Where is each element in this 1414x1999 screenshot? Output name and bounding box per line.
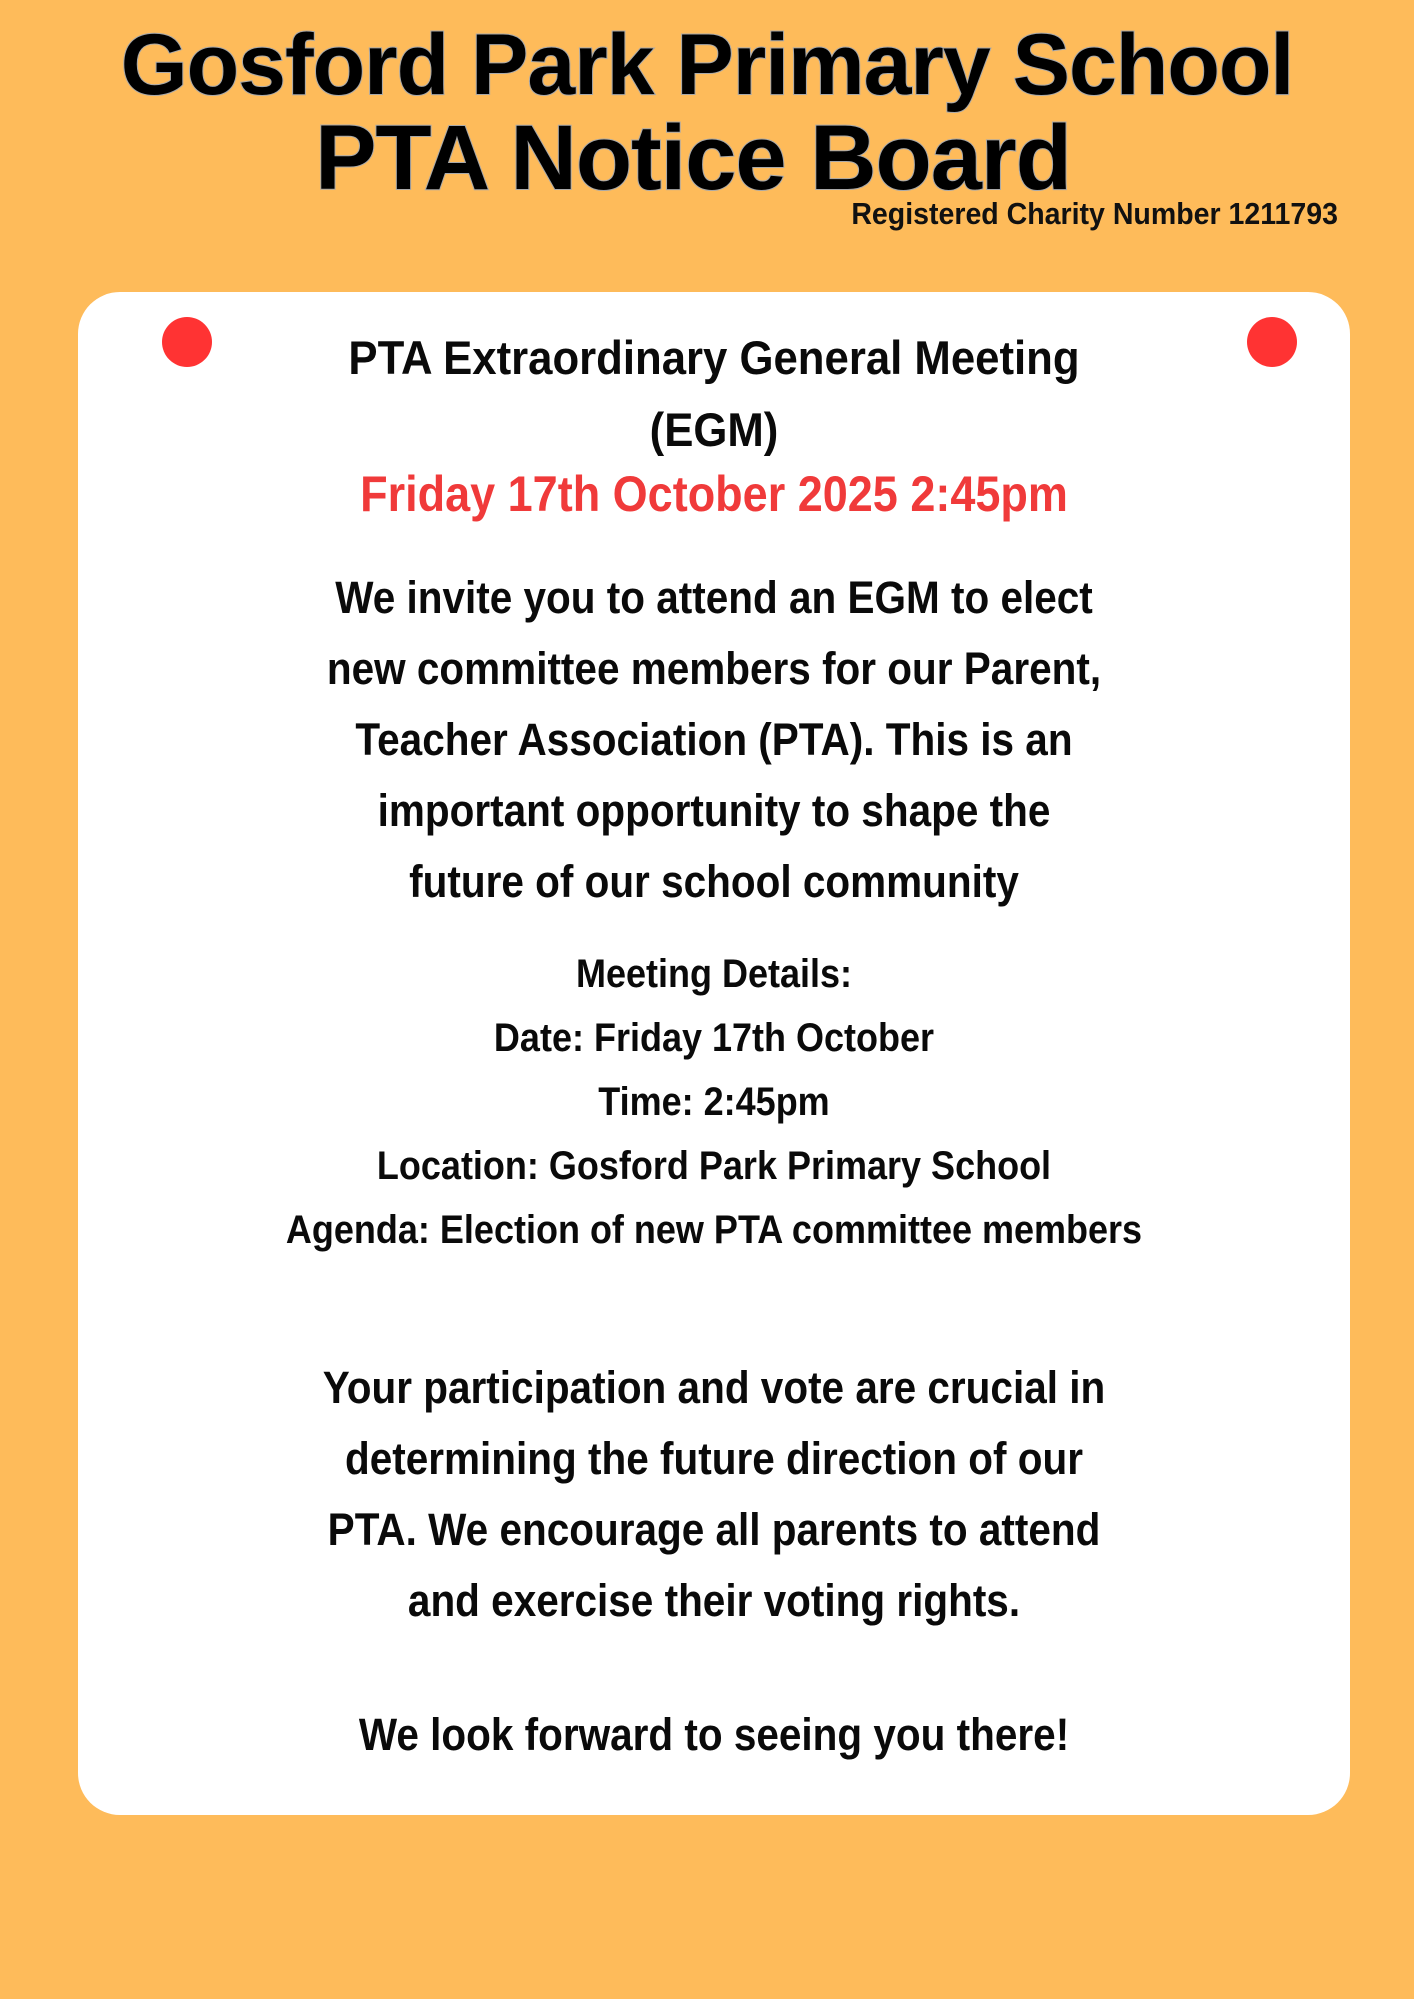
details-time: Time: 2:45pm	[598, 1080, 830, 1124]
details-heading: Meeting Details:	[575, 952, 853, 996]
participation-paragraph	[142, 1352, 1287, 1636]
closing-message: We look forward to seeing you there!	[358, 1709, 1070, 1760]
paragraph-line: determining the future direction of our	[345, 1433, 1084, 1484]
paragraph-line: and exercise their voting rights.	[407, 1575, 1021, 1626]
paragraph-line: We invite you to attend an EGM to elect	[335, 572, 1093, 623]
details-agenda: Agenda: Election of new PTA committee members	[285, 1208, 1143, 1252]
paragraph-line: Teacher Association (PTA). This is an	[355, 714, 1073, 765]
notice-board-header	[0, 0, 1414, 260]
paragraph-line: PTA. We encourage all parents to attend	[327, 1504, 1101, 1555]
paragraph-line: future of our school community	[409, 856, 1019, 907]
meeting-title-line: PTA Extraordinary General Meeting	[348, 331, 1080, 384]
details-location: Location: Gosford Park Primary School	[376, 1144, 1052, 1188]
paragraph-line: Your participation and vote are crucial in	[322, 1362, 1106, 1413]
notice-card	[78, 292, 1350, 1815]
details-date: Date: Friday 17th October	[493, 1016, 935, 1060]
invitation-paragraph	[142, 562, 1287, 917]
meeting-date-time: Friday 17th October 2025 2:45pm	[360, 466, 1068, 522]
paragraph-line: new committee members for our Parent,	[326, 643, 1102, 694]
school-name-title: Gosford Park Primary School	[120, 17, 1294, 113]
meeting-details	[142, 942, 1287, 1262]
paragraph-line: important opportunity to shape the	[377, 785, 1051, 836]
notice-board-title: PTA Notice Board	[315, 107, 1071, 209]
charity-number: Registered Charity Number 1211793	[851, 196, 1338, 231]
meeting-title	[123, 322, 1306, 466]
meeting-title-line: (EGM)	[649, 403, 779, 456]
